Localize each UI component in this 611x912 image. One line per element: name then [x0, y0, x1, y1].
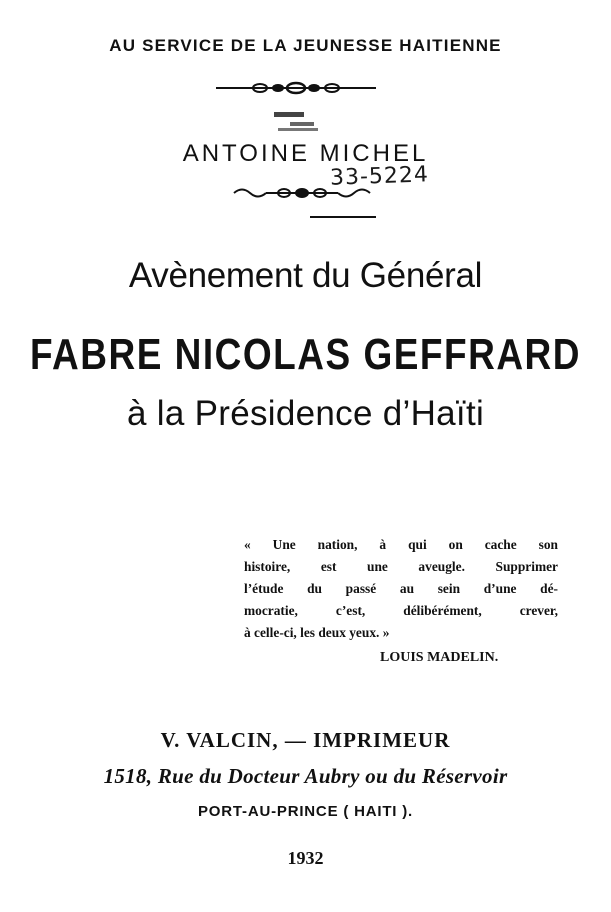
ornament-divider-middle — [232, 184, 372, 202]
epigraph-line: à celle-ci, les deux yeux. » — [244, 625, 390, 640]
printer-city: PORT-AU-PRINCE ( HAITI ). — [198, 803, 413, 820]
series-line: AU SERVICE DE LA JEUNESSE HAITIENNE — [109, 36, 502, 55]
epigraph-attribution: LOUIS MADELIN. — [380, 650, 499, 665]
printer-name: V. VALCIN, — IMPRIMEUR — [160, 728, 451, 752]
printer-address: 1518, Rue du Docteur Aubry ou du Réservoir — [103, 764, 508, 788]
epigraph-line: histoire, est une aveugle. Supprimer — [244, 559, 558, 574]
title-line-3: à la Présidence d’Haïti — [126, 394, 485, 433]
publication-year: 1932 — [287, 848, 324, 868]
epigraph — [244, 534, 558, 644]
handwritten-call-number: 33-5224 — [329, 162, 430, 191]
ornament-divider-top — [214, 80, 378, 96]
title-line-2: FABRE NICOLAS GEFFRARD — [30, 330, 581, 379]
epigraph-line: « Une nation, à qui on cache son — [244, 537, 558, 552]
faint-stamp-mark — [268, 108, 330, 136]
epigraph-line: mocratie, c’est, délibérément, crever, — [244, 603, 558, 618]
epigraph-line: l’étude du passé au sein d’une dé- — [244, 581, 558, 596]
short-rule — [310, 216, 376, 218]
author-name: ANTOINE MICHEL — [182, 140, 429, 167]
title-line-1: Avènement du Général — [128, 256, 483, 295]
